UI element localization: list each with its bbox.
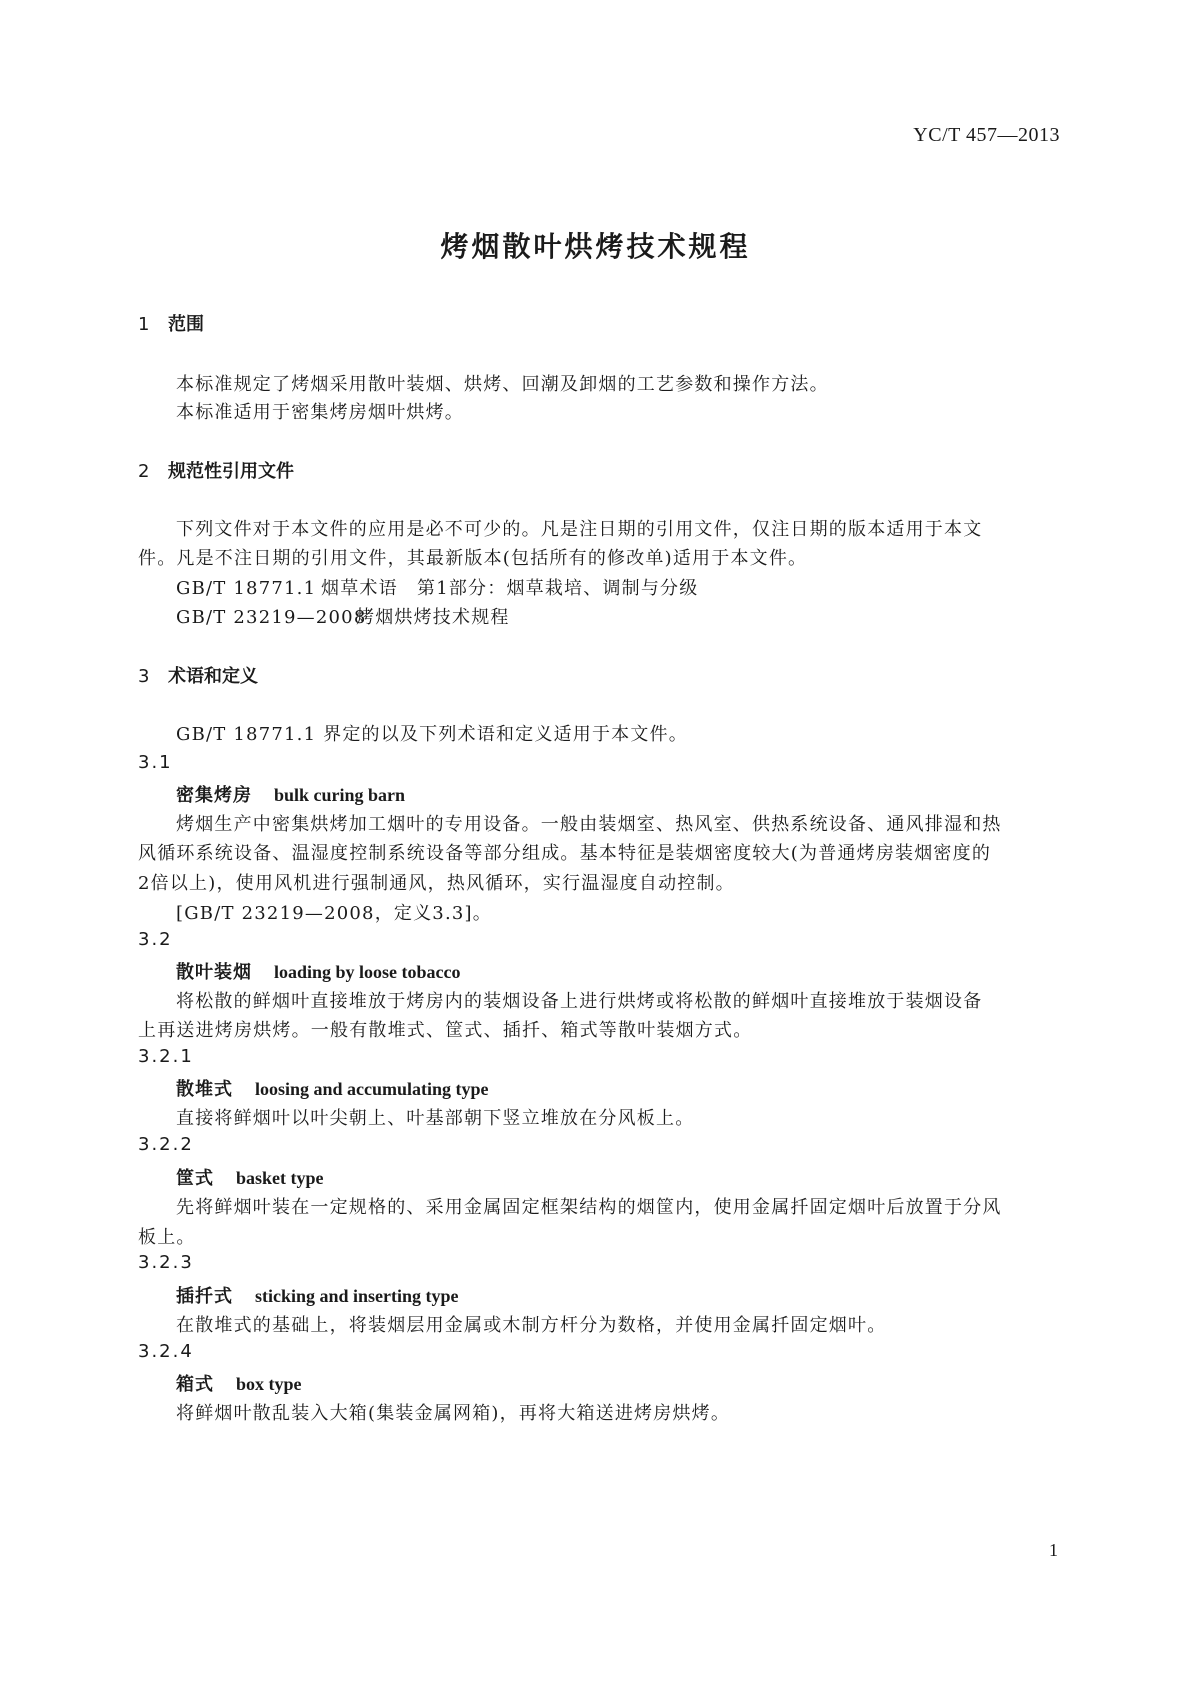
definition-source: [GB/T 23219—2008，定义3.3]。 [176, 903, 492, 924]
term-heading [176, 1164, 324, 1190]
paragraph-line: 下列文件对于本文件的应用是必不可少的。凡是注日期的引用文件，仅注日期的版本适用于本文 [176, 519, 983, 540]
term-english: loading by loose tobacco [274, 962, 461, 982]
clause-number: 3.2.4 [138, 1341, 194, 1362]
term-heading [176, 958, 461, 984]
term-chinese: 筐式 [176, 1168, 214, 1189]
section-1-heading [138, 310, 204, 336]
term-heading [176, 1075, 489, 1101]
section-2-heading [138, 457, 294, 483]
paragraph: GB/T 18771.1 界定的以及下列术语和定义适用于本文件。 [176, 724, 688, 745]
definition-line: 直接将鲜烟叶以叶尖朝上、叶基部朝下竖立堆放在分风板上。 [176, 1108, 695, 1129]
definition-line: 将松散的鲜烟叶直接堆放于烤房内的装烟设备上进行烘烤或将松散的鲜烟叶直接堆放于装烟设备 [176, 991, 983, 1012]
clause-number: 3.1 [138, 752, 173, 773]
section-title: 范围 [168, 314, 204, 335]
term-english: basket type [236, 1168, 324, 1188]
term-chinese: 散叶装烟 [176, 962, 252, 983]
term-chinese: 箱式 [176, 1374, 214, 1395]
definition-line: 将鲜烟叶散乱装入大箱(集装金属网箱)，再将大箱送进烤房烘烤。 [176, 1403, 731, 1424]
clause-number: 3.2 [138, 929, 173, 950]
normative-reference [176, 574, 698, 600]
term-heading [176, 781, 405, 807]
section-number: 1 [138, 314, 150, 335]
definition-line: 先将鲜烟叶装在一定规格的、采用金属固定框架结构的烟筐内，使用金属扦固定烟叶后放置于分风 [176, 1197, 1002, 1218]
definition-line: 烤烟生产中密集烘烤加工烟叶的专用设备。一般由装烟室、热风室、供热系统设备、通风排湿和热 [176, 814, 1002, 835]
section-number: 3 [138, 666, 150, 687]
document-title: 烤烟散叶烘烤技术规程 [440, 230, 751, 263]
page-number: 1 [1049, 1540, 1058, 1560]
term-english: loosing and accumulating type [255, 1079, 489, 1099]
section-title: 规范性引用文件 [168, 461, 294, 482]
clause-number: 3.2.3 [138, 1252, 194, 1273]
paragraph: 本标准规定了烤烟采用散叶装烟、烘烤、回潮及卸烟的工艺参数和操作方法。 [176, 374, 829, 395]
definition-line: 上再送进烤房烘烤。一般有散堆式、筐式、插扦、箱式等散叶装烟方式。 [138, 1020, 753, 1041]
clause-number: 3.2.1 [138, 1046, 194, 1067]
section-number: 2 [138, 461, 150, 482]
section-title: 术语和定义 [168, 666, 258, 687]
definition-line: 2倍以上)，使用风机进行强制通风，热风循环，实行温湿度自动控制。 [138, 873, 735, 894]
normative-reference [176, 603, 510, 629]
term-english: box type [236, 1374, 302, 1394]
reference-code: GB/T 23219—2008 [176, 607, 367, 628]
section-3-heading [138, 662, 258, 688]
paragraph-line: 件。凡是不注日期的引用文件，其最新版本(包括所有的修改单)适用于本文件。 [138, 548, 808, 569]
paragraph: 本标准适用于密集烤房烟叶烘烤。 [176, 402, 464, 423]
term-english: bulk curing barn [274, 785, 406, 805]
reference-title: 烟草术语 第1部分：烟草栽培、调制与分级 [321, 578, 699, 599]
definition-line: 在散堆式的基础上，将装烟层用金属或木制方杆分为数格，并使用金属扦固定烟叶。 [176, 1315, 887, 1336]
reference-title: 烤烟烘烤技术规程 [356, 607, 510, 628]
reference-code: GB/T 18771.1 [176, 578, 317, 599]
clause-number: 3.2.2 [138, 1134, 194, 1155]
term-heading [176, 1370, 302, 1396]
definition-line: 板上。 [138, 1227, 196, 1248]
definition-line: 风循环系统设备、温湿度控制系统设备等部分组成。基本特征是装烟密度较大(为普通烤房装烟密度的 [138, 843, 992, 864]
term-chinese: 密集烤房 [176, 785, 252, 806]
term-chinese: 插扦式 [176, 1286, 233, 1307]
term-english: sticking and inserting type [255, 1286, 459, 1306]
term-heading [176, 1282, 459, 1308]
standard-code: YC/T 457—2013 [913, 124, 1060, 146]
term-chinese: 散堆式 [176, 1079, 233, 1100]
